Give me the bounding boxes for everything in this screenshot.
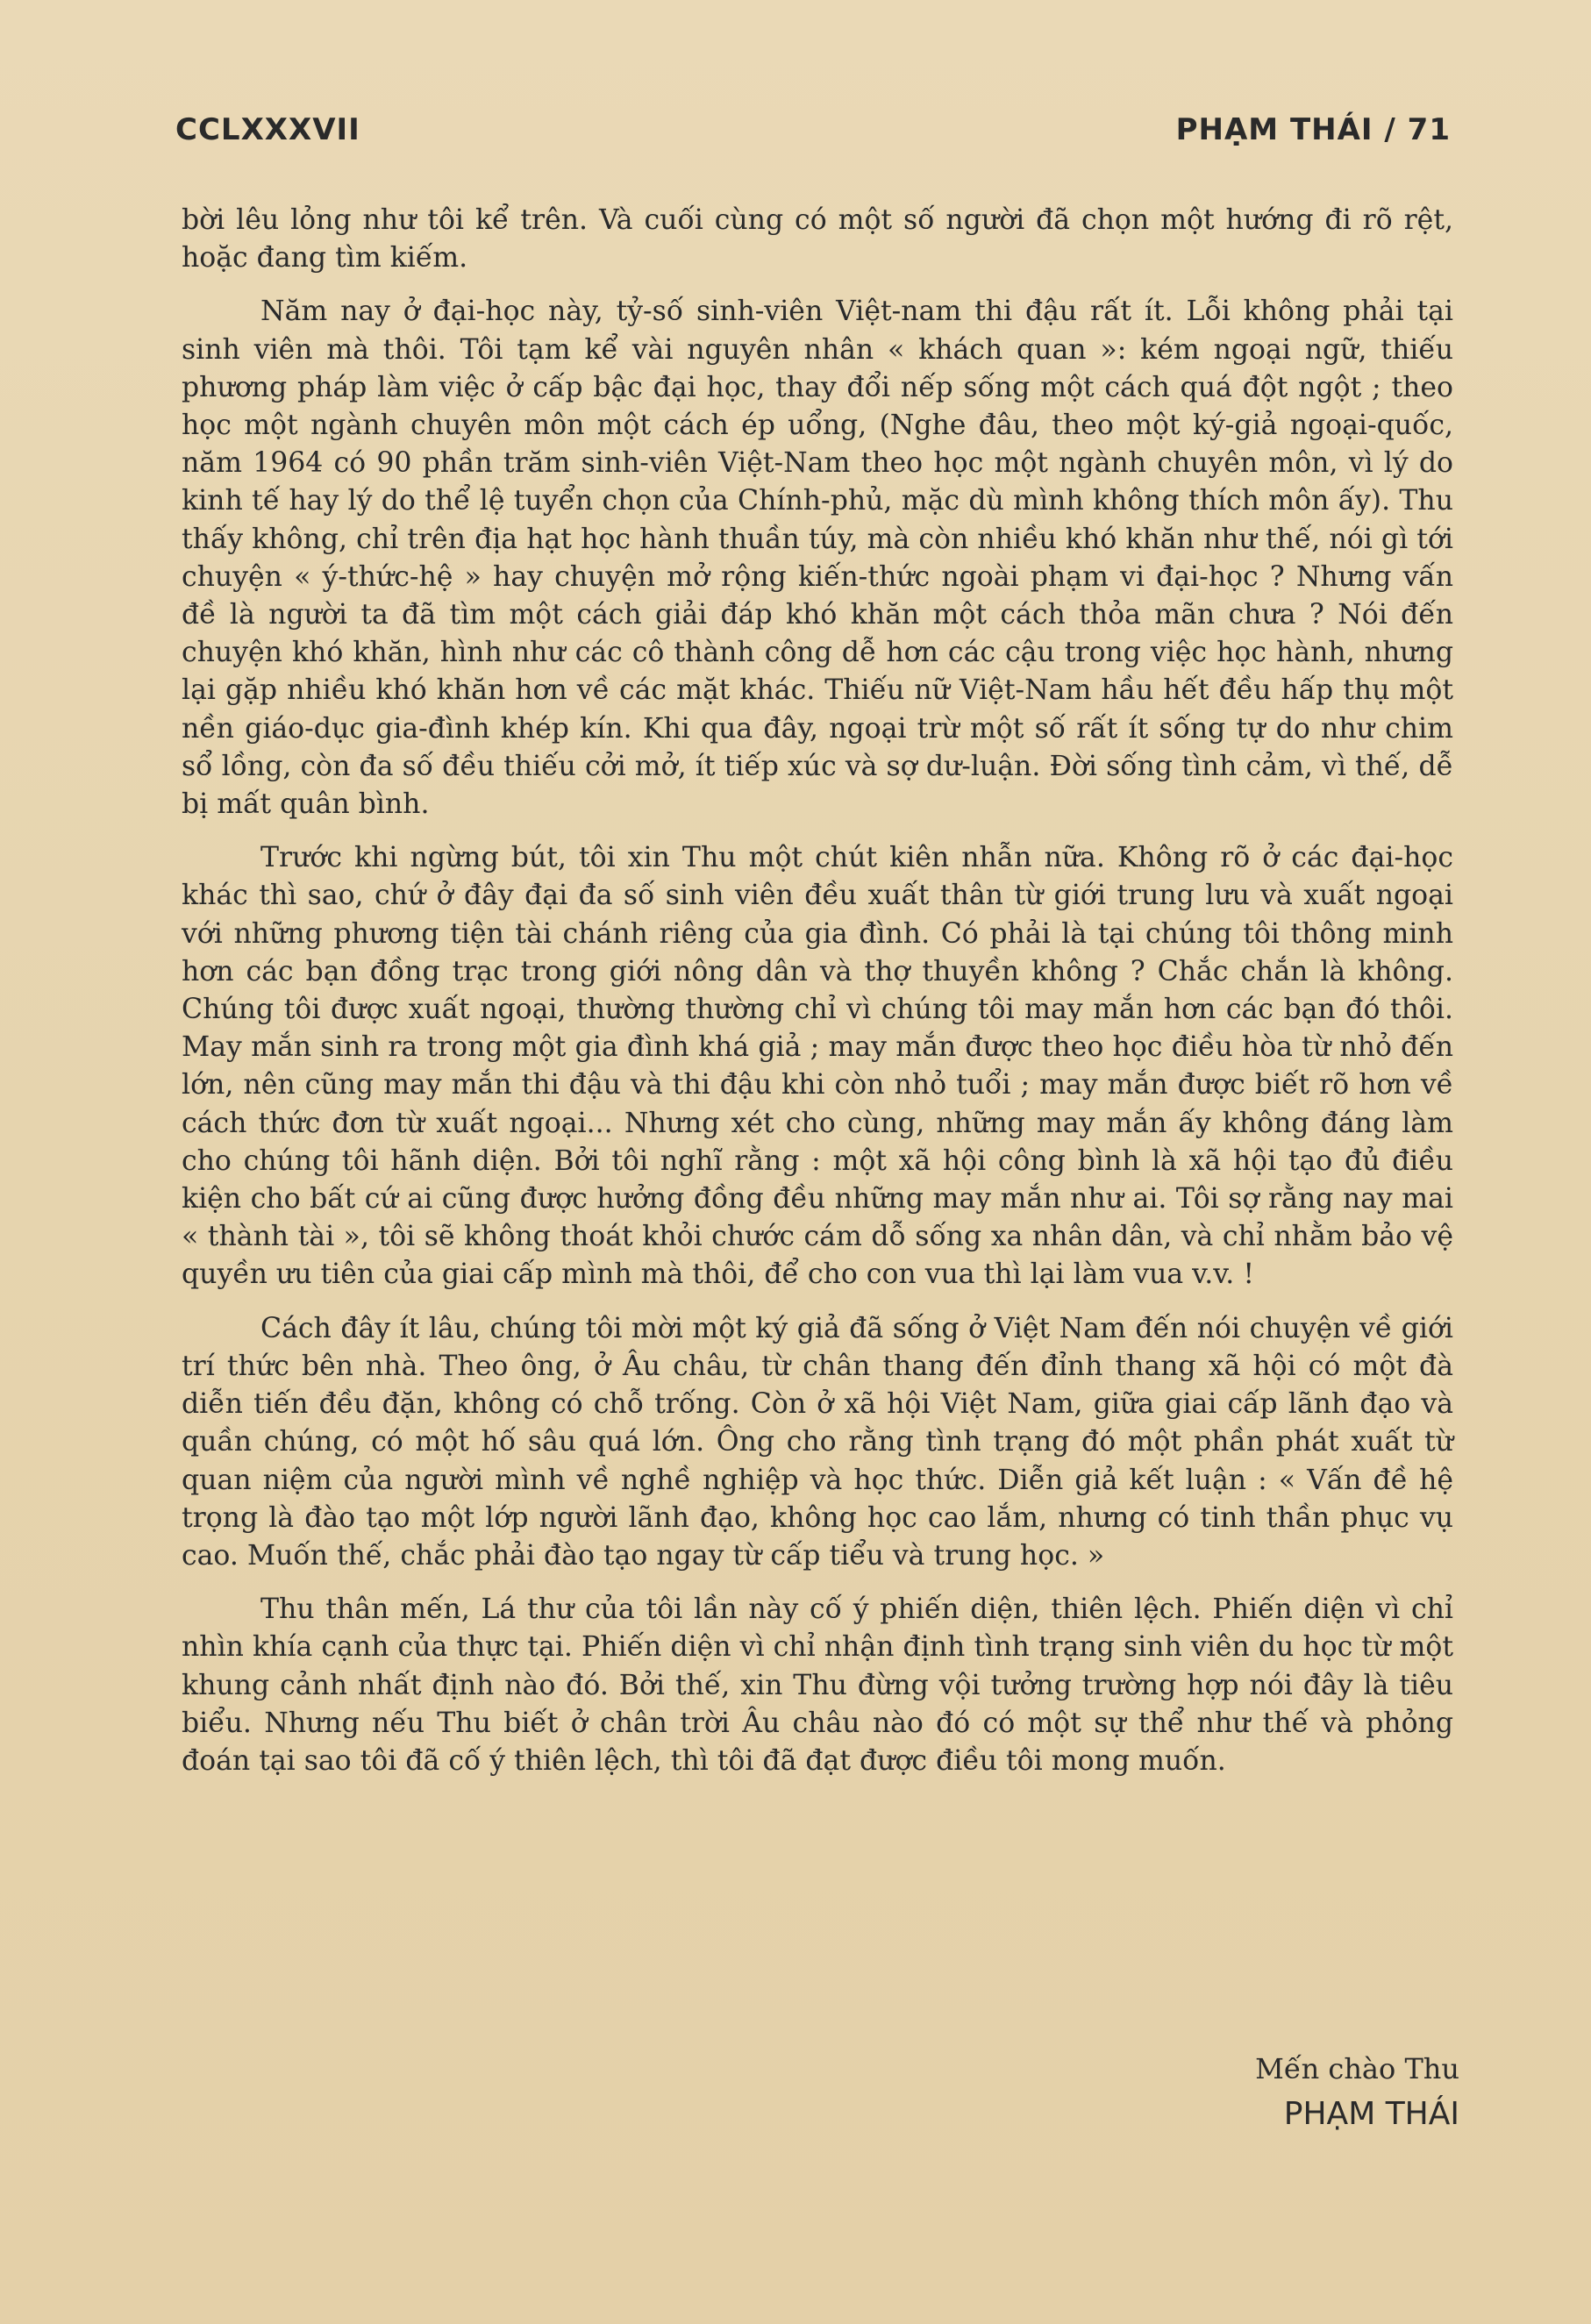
paragraph-4: Cách đây ít lâu, chúng tôi mời một ký giả đã sống ở Việt Nam đến nói chuyện về giới trí thức bên nhà. Theo ông, ở Âu châu, từ chân thang đến đỉnh thang xã hội có một đà diễn tiến đều đặn, không có chỗ trống. Còn ở xã hội Việt Nam, giữa giai cấp lãnh đạo và quần chúng, có một hố sâu quá lớn. Ông cho rằng tình trạng đó một phần phát xuất từ quan niệm của người mình về nghề nghiệp và học thức. Diễn giả kết luận : « Vấn đề hệ trọng là đào tạo một lớp người lãnh đạo, không học cao lắm, nhưng có tinh thần phục vụ cao. Muốn thế, chắc phải đào tạo ngay từ cấp tiểu và trung học. »: [182, 1312, 1453, 1572]
issue-number: CCLXXXVII: [175, 112, 360, 147]
letter-body: [182, 202, 1453, 1780]
paragraph-5: Thu thân mến, Lá thư của tôi lần này cố ý phiến diện, thiên lệch. Phiến diện vì chỉ nhìn khía cạnh của thực tại. Phiến diện vì chỉ nhận định tình trạng sinh viên du học từ một khung cảnh nhất định nào đó. Bởi thế, xin Thu đừng vội tưởng trường hợp nói đây là tiêu biểu. Nhưng nếu Thu biết ở chân trời Âu châu nào đó có một sự thể như thế và phỏng đoán tại sao tôi đã cố ý thiên lệch, thì tôi đã đạt được điều tôi mong muốn.: [182, 1593, 1453, 1777]
paragraph-3: Trước khi ngừng bút, tôi xin Thu một chút kiên nhẫn nữa. Không rõ ở các đại-học khác thì sao, chứ ở đây đại đa số sinh viên đều xuất thân từ giới trung lưu và xuất ngoại với những phương tiện tài chánh riêng của gia đình. Có phải là tại chúng tôi thông minh hơn các bạn đồng trạc trong giới nông dân và thợ thuyền không ? Chắc chắn là không. Chúng tôi được xuất ngoại, thường thường chỉ vì chúng tôi may mắn hơn các bạn đó thôi. May mắn sinh ra trong một gia đình khá giả ; may mắn được theo học điều hòa từ nhỏ đến lớn, nên cũng may mắn thi đậu và thi đậu khi còn nhỏ tuổi ; may mắn được biết rõ hơn về cách thức đơn từ xuất ngoại... Nhưng xét cho cùng, những may mắn ấy không đáng làm cho chúng tôi hãnh diện. Bởi tôi nghĩ rằng : một xã hội công bình là xã hội tạo đủ điều kiện cho bất cứ ai cũng được hưởng đồng đều những may mắn như ai. Tôi sợ rằng nay mai « thành tài », tôi sẽ không thoát khỏi chước cám dỗ sống xa nhân dân, và chỉ nhằm bảo vệ quyền ưu tiên của giai cấp mình mà thôi, để cho con vua thì lại làm vua v.v. !: [182, 842, 1453, 1291]
closing-greeting: Mến chào Thu: [1255, 2052, 1459, 2085]
author-page-number: PHẠM THÁI / 71: [1175, 112, 1451, 147]
page-header: [175, 112, 1451, 156]
paragraph-2: Năm nay ở đại-học này, tỷ-số sinh-viên Việt-nam thi đậu rất ít. Lỗi không phải tại sinh viên mà thôi. Tôi tạm kể vài nguyên nhân « khách quan »: kém ngoại ngữ, thiếu phương pháp làm việc ở cấp bậc đại học, thay đổi nếp sống một cách quá đột ngột ; theo học một ngành chuyên môn một cách ép uổng, (Nghe đâu, theo một ký-giả ngoại-quốc, năm 1964 có 90 phần trăm sinh-viên Việt-Nam theo học một ngành chuyên môn, vì lý do kinh tế hay lý do thể lệ tuyển chọn của Chính-phủ, mặc dù mình không thích môn ấy). Thu thấy không, chỉ trên địa hạt học hành thuần túy, mà còn nhiều khó khăn như thế, nói gì tới chuyện « ý-thức-hệ » hay chuyện mở rộng kiến-thức ngoài phạm vi đại-học ? Nhưng vấn đề là người ta đã tìm một cách giải đáp khó khăn một cách thỏa mãn chưa ? Nói đến chuyện khó khăn, hình như các cô thành công dễ hơn các cậu trong việc học hành, nhưng lại gặp nhiều khó khăn hơn về các mặt khác. Thiếu nữ Việt-Nam hầu hết đều hấp thụ một nền giáo-dục gia-đình khép kín. Khi qua đây, ngoại trừ một số rất ít sống tự do như chim sổ lồng, còn đa số đều thiếu cởi mở, ít tiếp xúc và sợ dư-luận. Đời sống tình cảm, vì thế, dễ bị mất quân bình.: [182, 296, 1453, 821]
paragraph-1: bời lêu lỏng như tôi kể trên. Và cuối cùng có một số người đã chọn một hướng đi rõ rệt, hoặc đang tìm kiếm.: [182, 204, 1453, 274]
author-signature: PHẠM THÁI: [1283, 2096, 1459, 2132]
